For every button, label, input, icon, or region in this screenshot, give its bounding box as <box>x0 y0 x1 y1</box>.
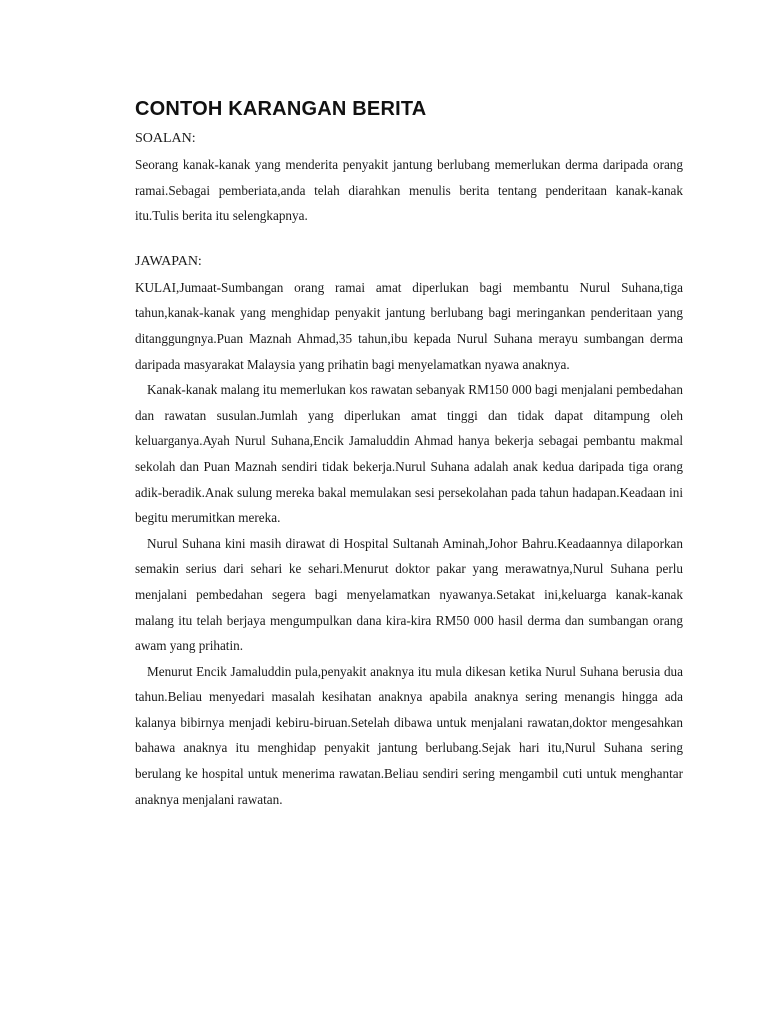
document-title: CONTOH KARANGAN BERITA <box>135 98 427 120</box>
answer-paragraph-4: Menurut Encik Jamaluddin pula,penyakit anaknya itu mula dikesan ketika Nurul Suhana berusia dua tahun.Beliau menyedari masalah kesihatan anaknya apabila anaknya sering menangis hingga ada kalanya bibirnya menjadi kebiru-biruan.Setelah dibawa untuk menjalani rawatan,doktor mengesahkan bahawa anaknya itu menghidap penyakit jantung berlubang.Sejak hari itu,Nurul Suhana sering berulang ke hospital untuk menerima rawatan.Beliau sendiri sering mengambil cuti untuk menghantar anaknya menjalani rawatan. <box>135 663 683 807</box>
answer-paragraph-2: Kanak-kanak malang itu memerlukan kos rawatan sebanyak RM150 000 bagi menjalani pembedahan dan rawatan susulan.Jumlah yang diperlukan amat tinggi dan tidak dapat ditampung oleh keluarganya.Ayah Nurul Suhana,Encik Jamaluddin Ahmad hanya bekerja sebagai pembantu makmal sekolah dan Puan Maznah sendiri tidak bekerja.Nurul Suhana adalah anak kedua daripada tiga orang adik-beradik.Anak sulung mereka bakal memulakan sesi persekolahan pada tahun hadapan.Keadaan ini begitu merumitkan mereka. <box>135 382 683 526</box>
document-body <box>135 96 683 812</box>
question-label: SOALAN: <box>135 131 196 146</box>
question-text: Seorang kanak-kanak yang menderita penyakit jantung berlubang memerlukan derma daripada orang ramai.Sebagai pemberiata,anda telah diarahkan menulis berita tentang penderitaan kanak-kanak itu.Tulis berita itu selengkapnya. <box>135 157 683 224</box>
answer-paragraph-1: KULAI,Jumaat-Sumbangan orang ramai amat diperlukan bagi membantu Nurul Suhana,tiga tahun,kanak-kanak yang menghidap penyakit jantung berlubang bagi meringankan penderitaan yang ditanggungnya.Puan Maznah Ahmad,35 tahun,ibu kepada Nurul Suhana merayu sumbangan derma daripada masyarakat Malaysia yang prihatin bagi menyelamatkan nyawa anaknya. <box>135 279 683 372</box>
answer-paragraph-3: Nurul Suhana kini masih dirawat di Hospital Sultanah Aminah,Johor Bahru.Keadaannya dilaporkan semakin serius dari sehari ke sehari.Menurut doktor pakar yang merawatnya,Nurul Suhana perlu menjalani pembedahan segera bagi menyelamatkan nyawanya.Setakat ini,keluarga kanak-kanak malang itu telah berjaya mengumpulkan dana kira-kira RM50 000 hasil derma dan sumbangan orang awam yang prihatin. <box>135 535 683 654</box>
answer-label: JAWAPAN: <box>135 253 202 269</box>
